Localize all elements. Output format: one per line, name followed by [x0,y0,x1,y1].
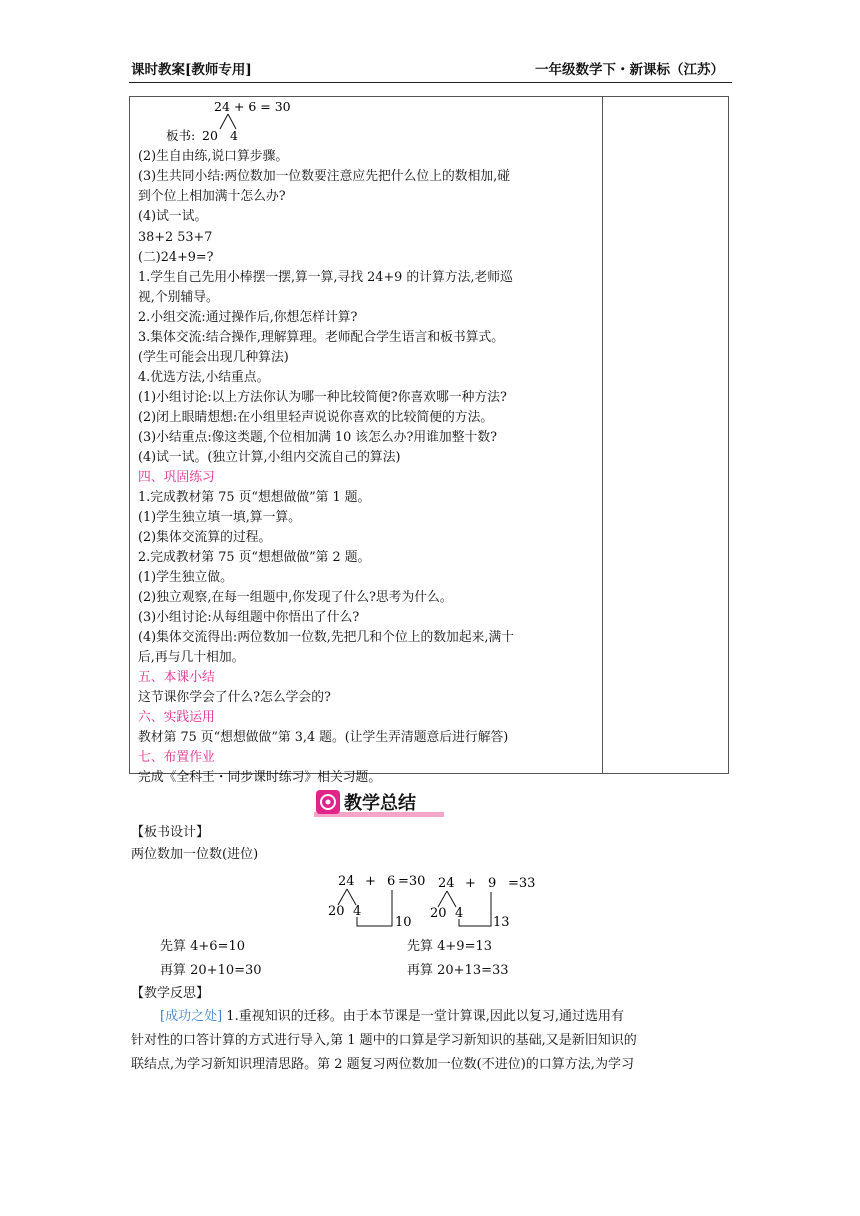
text-line: (1)学生独立做。 [138,570,233,585]
board-design-heading: 【板书设计】 [131,825,210,840]
reflection-heading: 【教学反思】 [131,986,210,1001]
text-line: 2.完成教材第 75 页“想想做做”第 2 题。 [138,550,371,565]
text-line: 38+2 53+7 [138,230,213,245]
text-line: (1)小组讨论:以上方法你认为哪一种比较简便?你喜欢哪一种方法? [138,390,507,405]
board-diagram-1 [320,868,440,928]
text-line: (3)生共同小结:两位数加一位数要注意应先把什么位上的数相加,碰 [138,169,511,184]
reflection-first: 1.重视知识的迁移。由于本节课是一堂计算课,因此以复习,通过选用有 [226,1009,624,1024]
diagram1-a: 24 [338,874,355,889]
text-line: (二)24+9=? [138,250,214,265]
table-column-divider [602,97,603,773]
diagram2-sum: 13 [493,915,510,928]
board-example-equation: 24 + 6 = 30 [214,99,291,114]
diagram1-b: 6 [387,874,396,889]
text-line: 完成《全科王・同步课时练习》相关习题。 [138,770,382,785]
diagram2-split-left: 20 [430,906,447,921]
section-heading: 五、本课小结 [138,670,215,685]
text-line: (3)小组讨论:从每组题中你悟出了什么? [138,610,360,625]
reflection-line-3: 联结点,为学习新知识理清思路。第 2 题复习两位数加一位数(不进位)的口算方法,为学习 [131,1057,634,1072]
step-left-1: 先算 4+6=10 [160,939,246,954]
text-line: 4.优选方法,小结重点。 [138,370,270,385]
board-example-label: 板书: [166,128,196,143]
header-divider [129,82,732,83]
reflection-line-2: 针对性的口答计算的方式进行导入,第 1 题中的口算是学习新知识的基础,又是新旧知识的 [131,1033,637,1048]
text-line: (4)集体交流得出:两位数加一位数,先把几和个位上的数加起来,满十 [138,630,515,645]
section-heading: 六、实践运用 [138,710,215,725]
text-line: (2)生自由练,说口算步骤。 [138,149,289,164]
text-line: (4)试一试。 [138,209,208,224]
summary-logo-icon [316,790,340,814]
text-line: 教材第 75 页“想想做做”第 3,4 题。(让学生弄清题意后进行解答) [138,730,509,745]
header-right: 一年级数学下・新课标（江苏） [535,62,724,78]
text-line: (学生可能会出现几种算法) [138,350,289,365]
text-line: (1)学生独立填一填,算一算。 [138,510,301,525]
board-example-split-left: 20 [202,128,218,143]
section-heading: 七、布置作业 [138,750,215,765]
summary-title: 教学总结 [344,793,416,814]
board-design-topic: 两位数加一位数(进位) [131,847,259,862]
diagram1-sum: 10 [395,915,412,928]
diagram1-result: =30 [398,874,426,889]
section-heading: 四、巩固练习 [138,470,215,485]
step-right-2: 再算 20+13=33 [407,963,509,978]
text-line: 3.集体交流:结合操作,理解算理。老师配合学生语言和板书算式。 [138,330,505,345]
diagram1-op: + [365,874,376,889]
step-left-2: 再算 20+10=30 [160,963,262,978]
text-line: (2)独立观察,在每一组题中,你发现了什么?思考为什么。 [138,590,453,605]
diagram2-result: =33 [508,876,536,891]
diagram2-a: 24 [438,876,455,891]
text-line: 2.小组交流:通过操作后,你想怎样计算? [138,310,358,325]
text-line: (3)小结重点:像这类题,个位相加满 10 该怎么办?用谁加整十数? [138,430,497,445]
text-line: 视,个别辅导。 [138,290,219,305]
board-example-diagram [140,98,320,144]
diagram2-op: + [465,876,476,891]
header-left: 课时教案[教师专用] [131,62,252,78]
board-example-split-right: 4 [230,128,238,143]
text-line: (2)闭上眼睛想想:在小组里轻声说说你喜欢的比较简便的方法。 [138,410,494,425]
reflection-tag: [成功之处] [160,1009,223,1024]
diagram2-split-right: 4 [455,906,464,921]
text-line: 这节课你学会了什么?怎么学会的? [138,690,331,705]
diagram1-split-left: 20 [328,904,345,919]
text-line: 1.学生自己先用小棒摆一摆,算一算,寻找 24+9 的计算方法,老师巡 [138,270,513,285]
text-line: 后,再与几十相加。 [138,650,245,665]
text-line: (4)试一试。(独立计算,小组内交流自己的算法) [138,450,401,465]
diagram2-b: 9 [488,876,497,891]
text-line: (2)集体交流算的过程。 [138,530,272,545]
summary-title-badge [314,788,444,818]
text-line: 1.完成教材第 75 页“想想做做”第 1 题。 [138,490,371,505]
board-diagram-2 [428,868,548,928]
step-right-1: 先算 4+9=13 [407,939,493,954]
diagram1-split-right: 4 [353,904,362,919]
reflection-line-1 [160,1006,755,1028]
text-line: 到个位上相加满十怎么办? [138,189,286,204]
